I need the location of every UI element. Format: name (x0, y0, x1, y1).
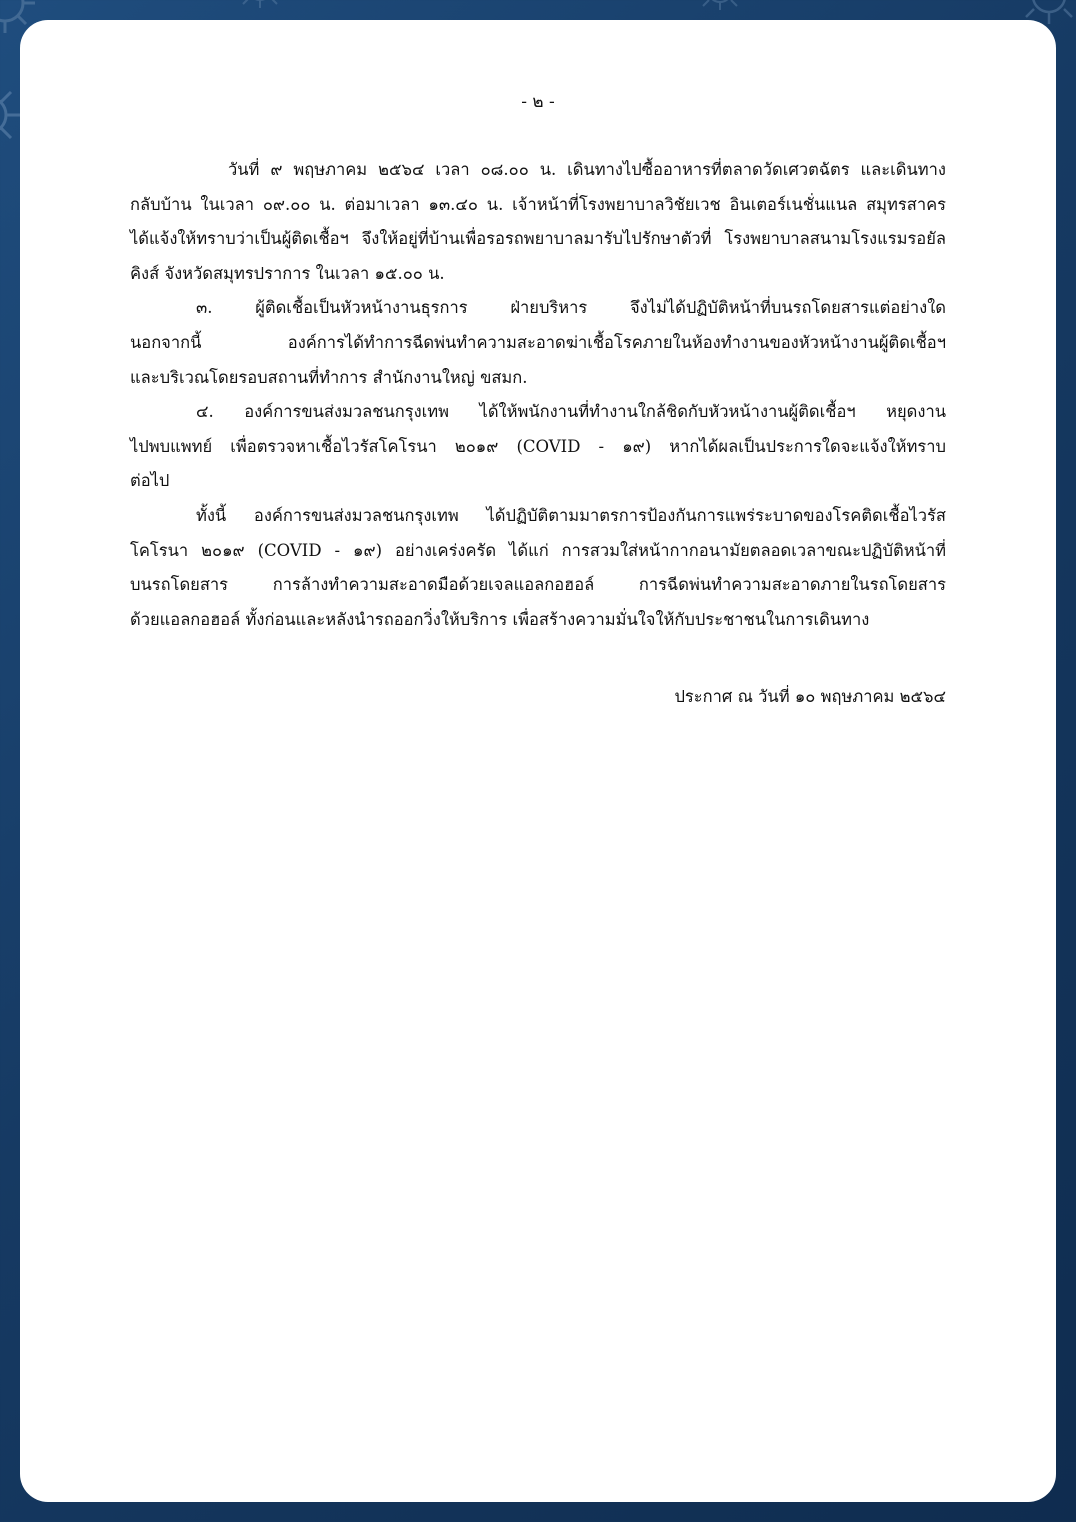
paragraph-line: ทั้งนี้ องค์การขนส่งมวลชนกรุงเทพ ได้ปฏิบัติตามมาตรการป้องกันการแพร่ระบาดของโรคติดเชื้อไวรัส (196, 505, 946, 525)
paragraph-line: และบริเวณโดยรอบสถานที่ทำการ สำนักงานใหญ่ ขสมก. (130, 367, 528, 387)
page-number: - ๒ - (521, 92, 555, 112)
paragraph-line: นอกจากนี้ องค์การได้ทำการฉีดพ่นทำความสะอาดฆ่าเชื้อโรคภายในห้องทำงานของหัวหน้างานผู้ติดเชื้อฯ (130, 332, 946, 352)
paragraph-line: ๓. ผู้ติดเชื้อเป็นหัวหน้างานธุรการ ฝ่ายบริหาร จึงไม่ได้ปฏิบัติหน้าที่บนรถโดยสารแต่อย่างใด (196, 298, 946, 318)
paragraph-line: บนรถโดยสาร การล้างทำความสะอาดมือด้วยเจลแอลกอฮอล์ การฉีดพ่นทำความสะอาดภายในรถโดยสาร (130, 575, 946, 595)
paragraph-line: วันที่ ๙ พฤษภาคม ๒๕๖๔ เวลา ๐๘.๐๐ น. เดินทางไปซื้ออาหารที่ตลาดวัดเศวตฉัตร และเดินทาง (228, 160, 946, 179)
paragraph-line: ๔. องค์การขนส่งมวลชนกรุงเทพ ได้ให้พนักงานที่ทำงานใกล้ชิดกับหัวหน้างานผู้ติดเชื้อฯ หยุดงาน (196, 402, 946, 422)
paragraph-line: ต่อไป (130, 471, 170, 491)
paragraph-line: ด้วยแอลกอฮอล์ ทั้งก่อนและหลังนำรถออกวิ่งให้บริการ เพื่อสร้างความมั่นใจให้กับประชาชนในการเดินทาง (130, 609, 870, 629)
announcement-body (130, 153, 946, 637)
paragraph-line: โคโรนา ๒๐๑๙ (COVID - ๑๙) อย่างเคร่งครัด ได้แก่ การสวมใส่หน้ากากอนามัยตลอดเวลาขณะปฏิบัติหน้าที่ (130, 540, 946, 560)
document-page (20, 20, 1056, 1502)
paragraph-line: ไปพบแพทย์ เพื่อตรวจหาเชื้อไวรัสโคโรนา ๒๐๑๙ (COVID - ๑๙) หากได้ผลเป็นประการใดจะแจ้งให้ทราบ (130, 436, 946, 456)
paragraph-line: คิงส์ จังหวัดสมุทรปราการ ในเวลา ๑๕.๐๐ น. (130, 263, 445, 283)
announcement-date: ประกาศ ณ วันที่ ๑๐ พฤษภาคม ๒๕๖๔ (674, 687, 946, 706)
paragraph-line: ได้แจ้งให้ทราบว่าเป็นผู้ติดเชื้อฯ จึงให้อยู่ที่บ้านเพื่อรอรถพยาบาลมารับไปรักษาตัวที่ โรงพยาบาลสนามโรงแรมรอยัล (130, 229, 946, 249)
paragraph-line: กลับบ้าน ในเวลา ๐๙.๐๐ น. ต่อมาเวลา ๑๓.๔๐ น. เจ้าหน้าที่โรงพยาบาลวิชัยเวช อินเตอร์เนชั่นแนล สมุทรสาคร (130, 194, 946, 214)
